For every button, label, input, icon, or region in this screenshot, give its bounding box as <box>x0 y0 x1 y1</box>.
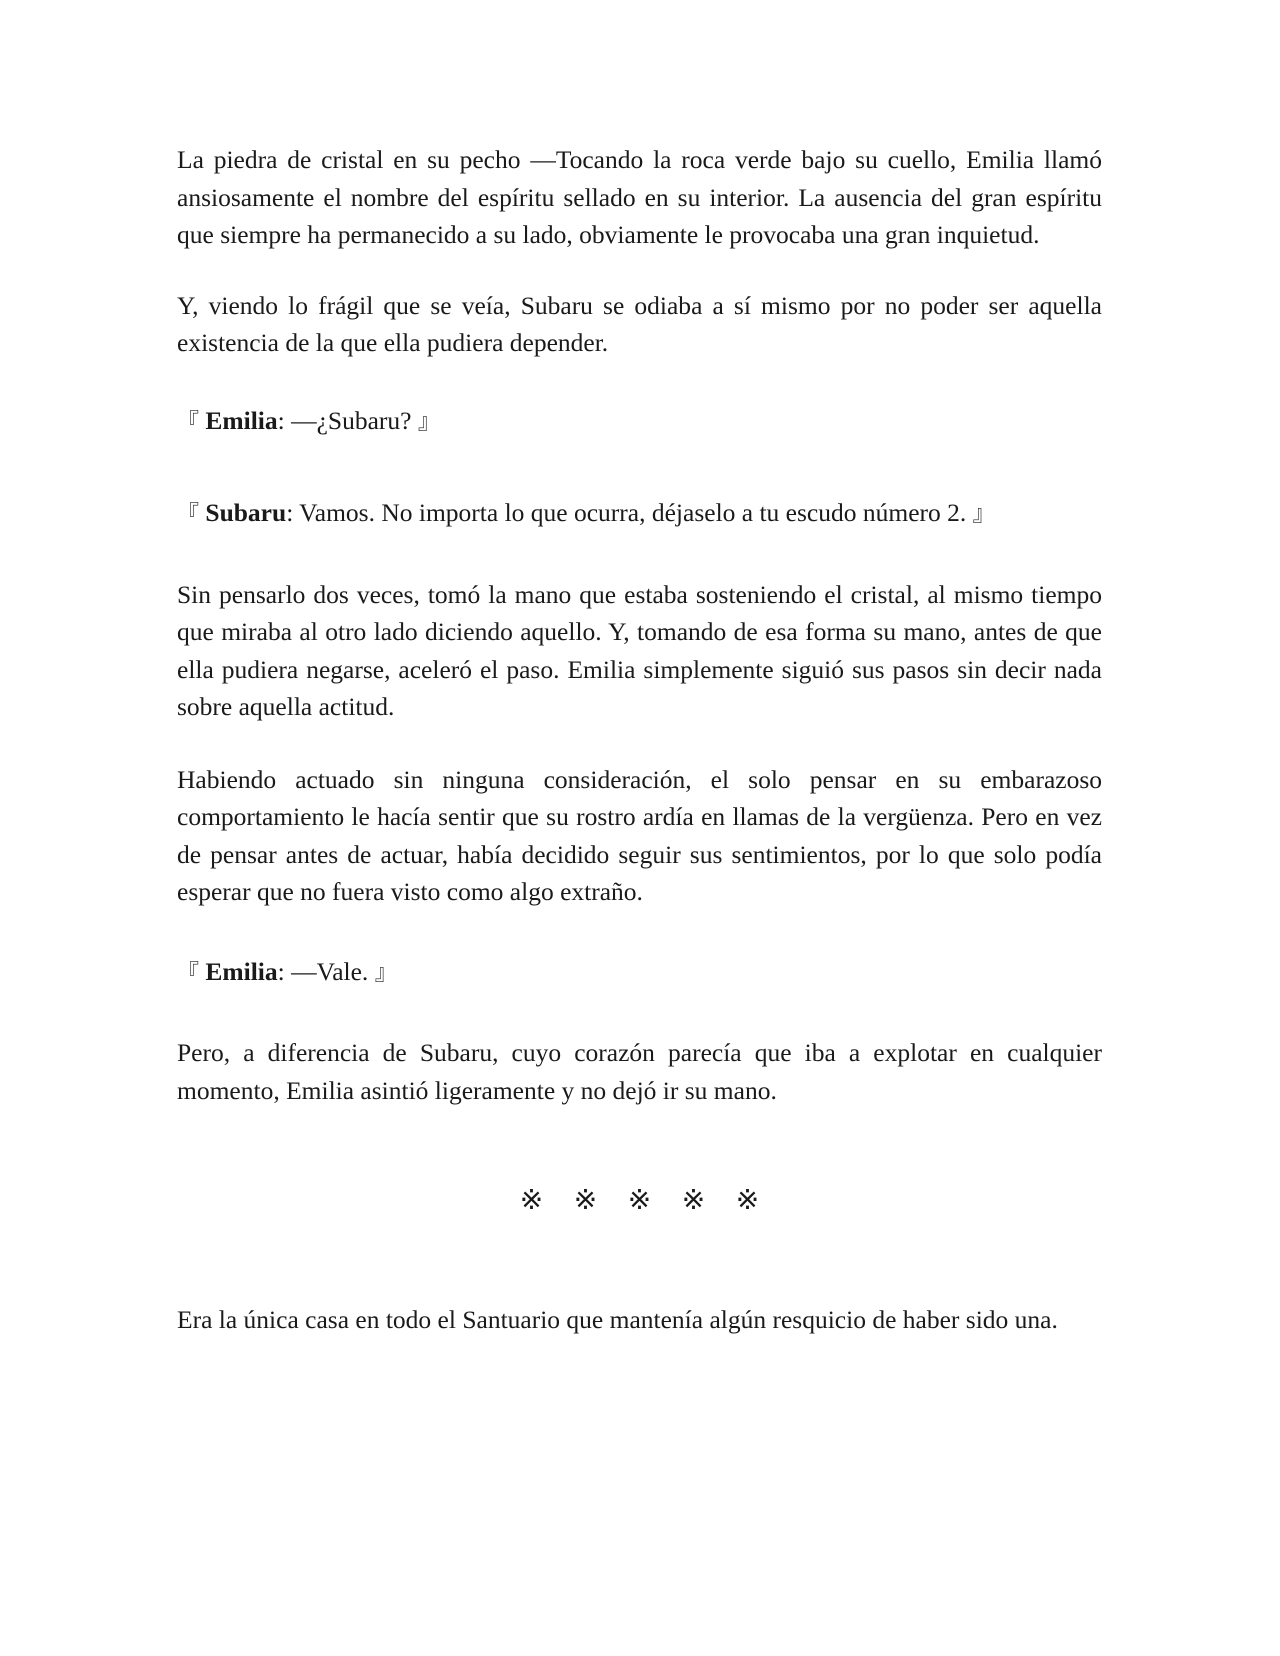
paragraph-heart-explode: Pero, a diferencia de Subaru, cuyo corazón parecía que iba a explotar en cualquier momento, Emilia asintió ligeramente y no dejó ir su mano. <box>177 1038 1102 1105</box>
dialogue-line-emilia-1 <box>177 402 1102 442</box>
separator-mark: ※ <box>519 1183 544 1216</box>
dialogue-open-bracket: 『 <box>177 502 200 527</box>
dialogue-text: : —Vale. <box>277 956 375 986</box>
paragraph-took-hand: Sin pensarlo dos veces, tomó la mano que estaba sosteniendo el cristal, al mismo tiempo que miraba al otro lado diciendo aquello. Y, tomando de esa forma su mano, antes de que ella pudiera negarse, aceleró el paso. Emilia simplemente siguió sus pasos sin decir nada sobre aquella actitud. <box>177 579 1102 721</box>
dialogue-open-bracket: 『 <box>177 409 200 435</box>
dialogue-speaker: Subaru <box>205 498 287 527</box>
separator-mark: ※ <box>681 1183 706 1216</box>
scene-break-separator <box>177 1181 1102 1219</box>
paragraph-subaru-fragile: Y, viendo lo frágil que se veía, Subaru se odiaba a sí mismo por no poder ser aquella existencia de la que ella pudiera depender. <box>177 290 1102 357</box>
separator-mark: ※ <box>627 1183 652 1216</box>
dialogue-open-bracket: 『 <box>177 960 200 986</box>
dialogue-line-emilia-2 <box>177 953 1102 993</box>
dialogue-text: : —¿Subaru? <box>277 405 418 435</box>
document-page <box>177 141 1102 1375</box>
dialogue-line-subaru <box>177 494 1102 534</box>
paragraph-crystal-stone: La piedra de cristal en su pecho —Tocando la roca verde bajo su cuello, Emilia llamó ansiosamente el nombre del espíritu sellado en su interior. La ausencia del gran espíritu que siempre ha permanecido a su lado, obviamente le provocaba una gran inquietud. <box>177 145 1102 249</box>
separator-mark: ※ <box>735 1183 760 1216</box>
separator-mark: ※ <box>573 1183 598 1216</box>
dialogue-close-bracket: 』 <box>374 960 397 986</box>
dialogue-close-bracket: 』 <box>972 502 995 527</box>
paragraph-embarrassing: Habiendo actuado sin ninguna consideración, el solo pensar en su embarazoso comportamiento le hacía sentir que su rostro ardía en llamas de la vergüenza. Pero en vez de pensar antes de actuar, había decidido seguir sus sentimientos, por lo que solo podía esperar que no fuera visto como algo extraño. <box>177 764 1102 906</box>
dialogue-close-bracket: 』 <box>417 409 440 435</box>
paragraph-only-house: Era la única casa en todo el Santuario que mantenía algún resquicio de haber sido una. <box>177 1304 1058 1334</box>
dialogue-text: : Vamos. No importa lo que ocurra, déjaselo a tu escudo número 2. <box>286 498 973 527</box>
dialogue-speaker: Emilia <box>205 405 278 435</box>
dialogue-speaker: Emilia <box>205 956 278 986</box>
